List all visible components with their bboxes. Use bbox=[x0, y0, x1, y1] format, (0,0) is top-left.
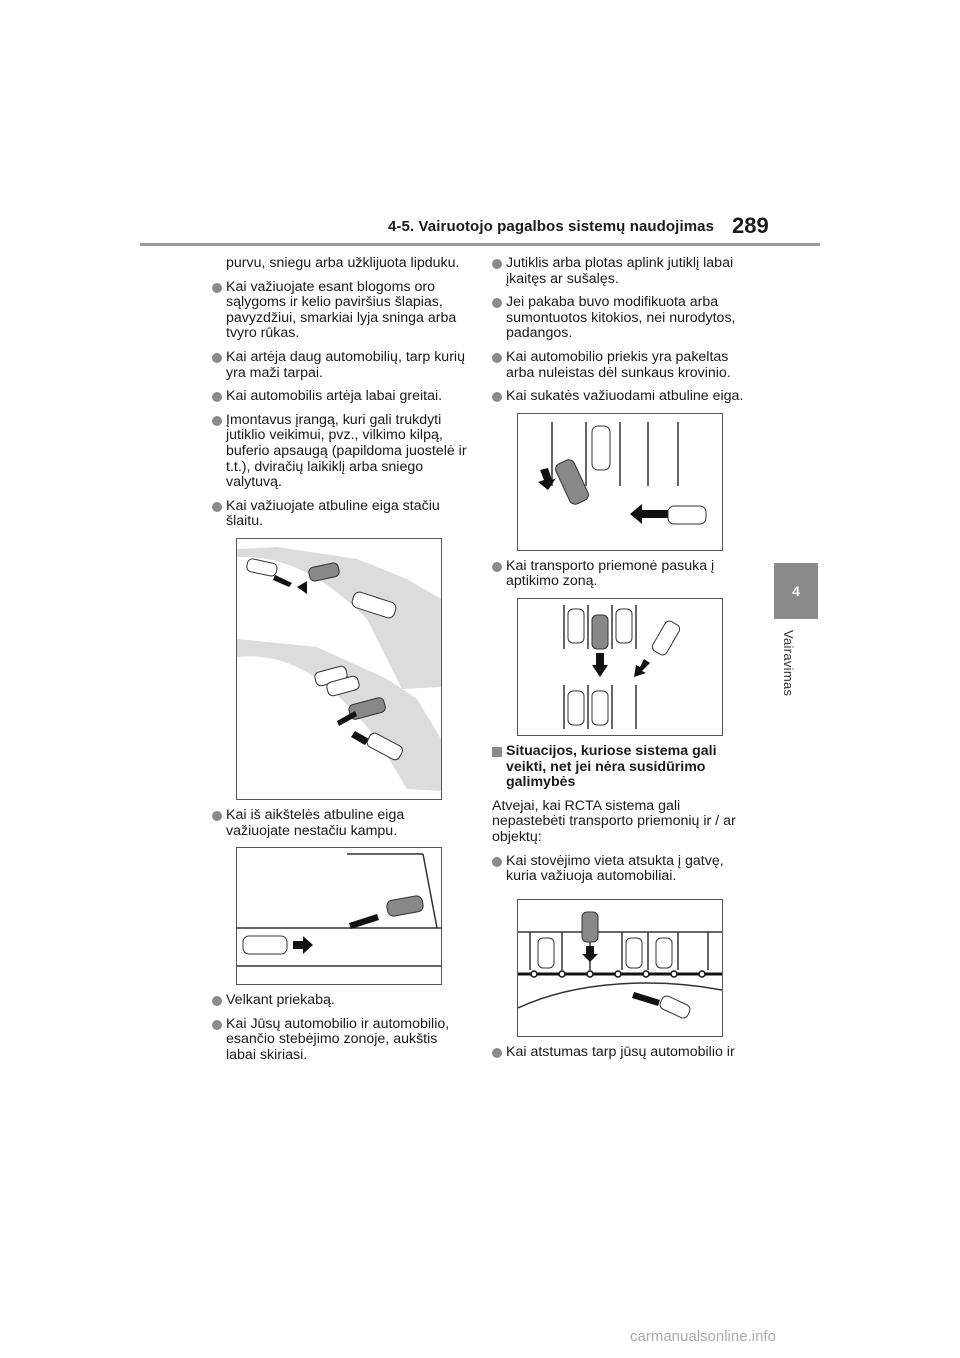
left-bullet-6: Kai iš aikštelės atbuline eiga važiuojate nestačiu kampu. bbox=[212, 808, 470, 839]
vehicle-turning-into-zone-illustration bbox=[517, 598, 723, 736]
left-bullet-3: Kai automobilis artėja labai greitai. bbox=[212, 389, 470, 405]
turning-reverse-illustration bbox=[517, 413, 723, 551]
left-bullet-7: Velkant priekabą. bbox=[212, 993, 470, 1009]
watermark: carmanualsonline.info bbox=[630, 1328, 776, 1345]
right-bullet-6: Kai stovėjimo vieta atsukta į gatvę, kuria važiuoja automobiliai. bbox=[492, 854, 754, 885]
left-bullet-4: Įmontavus įrangą, kuri gali trukdyti jutiklio veikimui, pvz., vilkimo kilpą, buferio apsaugą (papildoma juostelė ir t.t.), dviračių laikiklį arba sniego valytuvą. bbox=[212, 413, 470, 491]
section-heading: Situacijos, kuriose sistema gali veikti, net jei nėra susidūrimo galimybės bbox=[492, 744, 754, 791]
header-rule bbox=[140, 243, 820, 246]
right-bullet-4: Kai sukatės važiuodami atbuline eiga. bbox=[492, 389, 754, 405]
page-number: 289 bbox=[732, 213, 769, 238]
section-intro: Atvejai, kai RCTA sistema gali nepastebėti transporto priemonių ir / ar objektų: bbox=[492, 797, 736, 845]
left-bullet-2: Kai artėja daug automobilių, tarp kurių yra maži tarpai. bbox=[212, 350, 470, 381]
left-column bbox=[212, 256, 470, 1071]
section-title: 4-5. Vairuotojo pagalbos sistemų naudojimas bbox=[388, 218, 715, 235]
right-bullet-3: Kai automobilio priekis yra pakeltas arba nuleistas dėl sunkaus krovinio. bbox=[492, 350, 754, 381]
chapter-tab: 4 bbox=[774, 563, 818, 619]
slope-illustration bbox=[236, 538, 442, 800]
right-bullet-1: Jutiklis arba plotas aplink jutiklį labai įkaitęs ar sušalęs. bbox=[492, 256, 754, 287]
parking-facing-street-illustration bbox=[517, 899, 723, 1037]
left-bullet-5: Kai važiuojate atbuline eiga stačiu šlaitu. bbox=[212, 499, 470, 530]
angled-parking-illustration bbox=[236, 847, 442, 985]
left-bullet-1: Kai važiuojate esant blogoms oro sąlygoms ir kelio paviršius šlapias, pavyzdžiui, smarkiai lyja sninga arba tvyro rūkas. bbox=[212, 280, 470, 342]
chapter-label: Vairavimas bbox=[781, 630, 796, 697]
left-bullet-8: Kai Jūsų automobilio ir automobilio, esančio stebėjimo zonoje, aukštis labai skiriasi. bbox=[212, 1017, 470, 1064]
right-bullet-7: Kai atstumas tarp jūsų automobilio ir bbox=[492, 1045, 754, 1061]
left-continuation-text: purvu, sniegu arba užklijuota lipduku. bbox=[226, 255, 460, 271]
right-bullet-5: Kai transporto priemonė pasuka į aptikimo zoną. bbox=[492, 559, 754, 590]
right-bullet-2: Jei pakaba buvo modifikuota arba sumontuotos kitokios, nei nurodytos, padangos. bbox=[492, 295, 754, 342]
right-column bbox=[492, 256, 754, 1068]
